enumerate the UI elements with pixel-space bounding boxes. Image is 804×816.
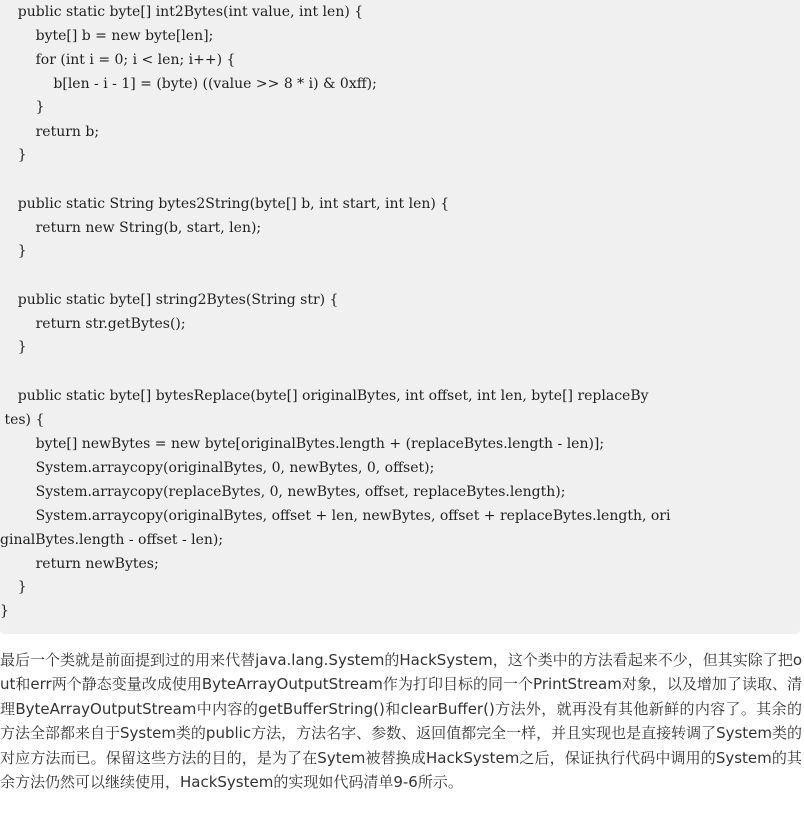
code-line: System.arraycopy(replaceBytes, 0, newBytes, offset, replaceBytes.length); (0, 484, 566, 500)
code-line: byte[] newBytes = new byte[originalBytes.length + (replaceBytes.length - len)]; (0, 436, 605, 452)
code-line: System.arraycopy(originalBytes, offset + len, newBytes, offset + replaceBytes.length, ori (0, 508, 671, 524)
code-line: } (0, 99, 45, 115)
code-line: tes) { (0, 412, 45, 428)
code-line: b[len - i - 1] = (byte) ((value >> 8 * i) & 0xff); (0, 76, 377, 92)
body-paragraph: 最后一个类就是前面提到过的用来代替java.lang.System的HackSystem，这个类中的方法看起来不少，但其实除了把out和err两个静态变量改成使用ByteArrayOutputStream作为打印目标的同一个PrintStream对象，以及增加了读取、清理ByteArrayOutputStream中内容的getBufferString()和clearBuffer()方法外，就再没有其他新鲜的内容了。其余的方法全部都来自于System类的public方法，方法名字、参数、返回值都完全一样，并且实现也是直接转调了System类的对应方法而已。保留这些方法的目的，是为了在Sytem被替换成HackSystem之后，保证执行代码中调用的System的其余方法仍然可以继续使用，HackSystem的实现如代码清单9-6所示。 (0, 651, 803, 792)
code-line: } (0, 603, 9, 619)
code-line: return b; (0, 124, 100, 140)
code-line: return new String(b, start, len); (0, 220, 262, 236)
code-line: } (0, 339, 27, 355)
code-line: public static byte[] bytesReplace(byte[] originalBytes, int offset, int len, byte[] replaceBy (0, 388, 649, 404)
code-line: public static byte[] int2Bytes(int value, int len) { (0, 4, 364, 20)
code-line: for (int i = 0; i < len; i++) { (0, 52, 236, 68)
code-line: } (0, 147, 27, 163)
code-line: byte[] b = new byte[len]; (0, 28, 214, 44)
code-line: return newBytes; (0, 556, 159, 572)
code-line: public static byte[] string2Bytes(String str) { (0, 292, 339, 308)
code-line: } (0, 243, 27, 259)
code-line: System.arraycopy(originalBytes, 0, newBytes, 0, offset); (0, 460, 435, 476)
code-line: ginalBytes.length - offset - len); (0, 532, 224, 548)
code-line: } (0, 579, 27, 595)
code-line: public static String bytes2String(byte[] b, int start, int len) { (0, 196, 450, 212)
code-line: return str.getBytes(); (0, 316, 186, 332)
